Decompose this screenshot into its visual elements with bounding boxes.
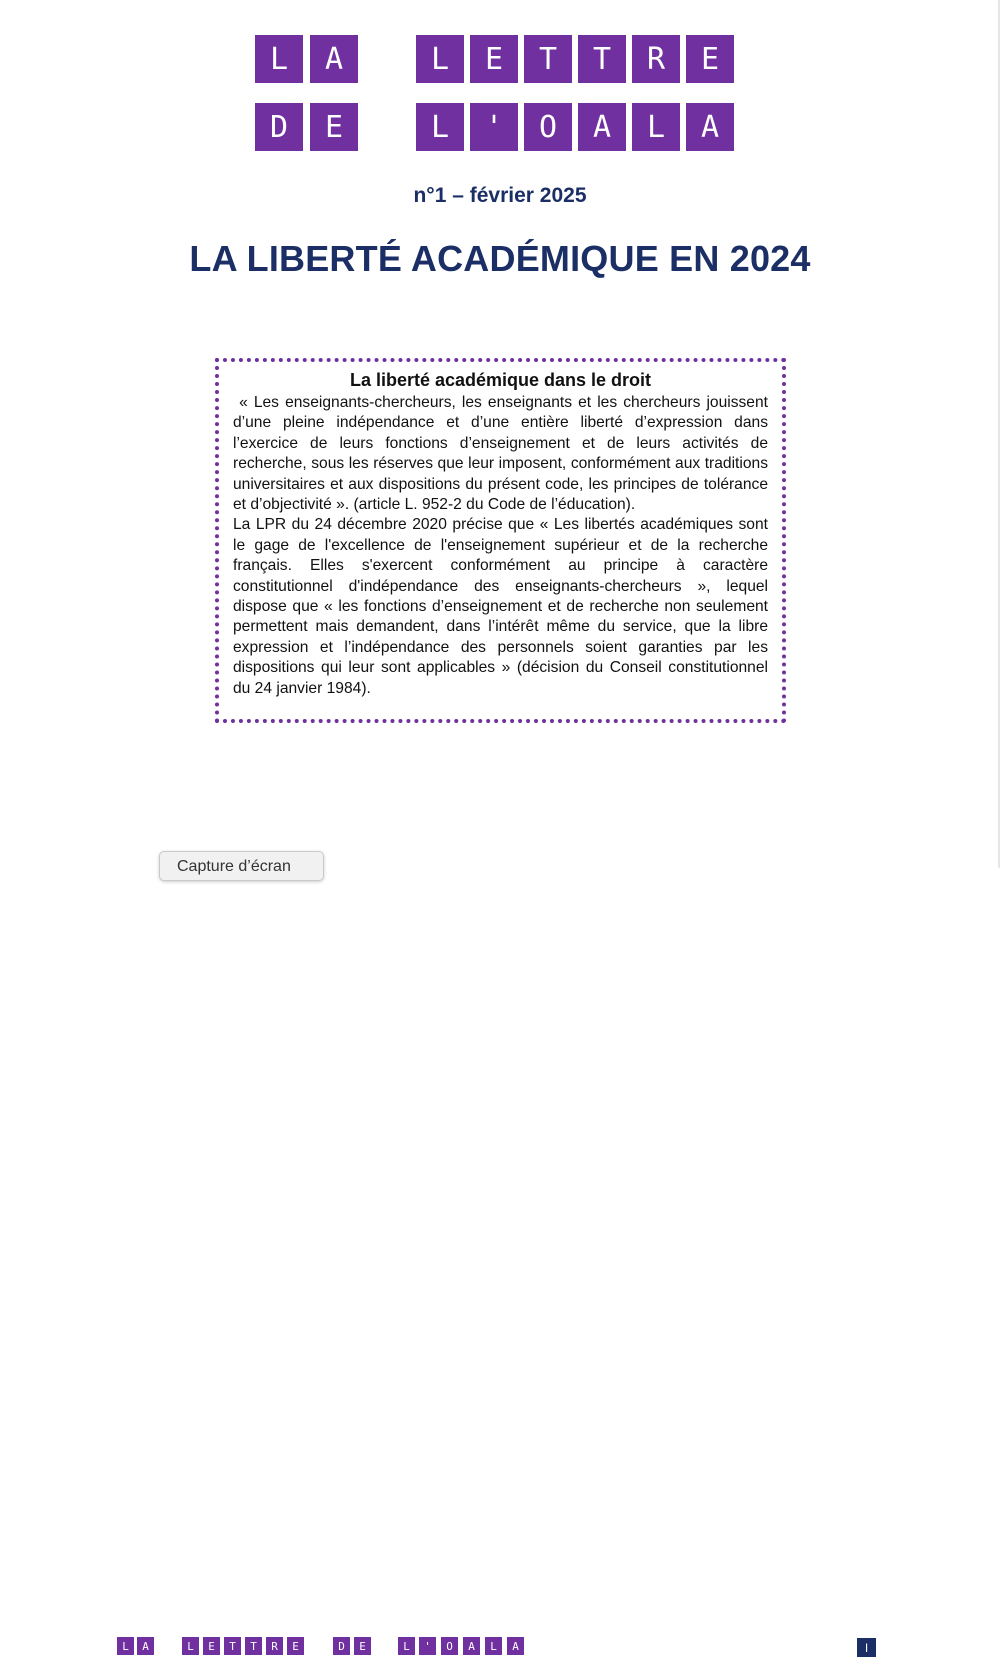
- masthead-tile: L: [632, 103, 680, 151]
- footer-tile: L: [485, 1637, 502, 1655]
- footer-tile: E: [354, 1637, 371, 1655]
- box-title: La liberté académique dans le droit: [349, 370, 652, 390]
- footer-tile: R: [266, 1637, 283, 1655]
- masthead-tile: A: [686, 103, 734, 151]
- box-paragraph-education-code: « Les enseignants-chercheurs, les enseignants et les chercheurs jouissent d’une pleine indépendance et d’une entière liberté d’expression dans l’exercice de leurs fonctions d’enseignement et de leurs activités de recherche, sous les réserves que leur imposent, conformément aux traditions universitaires et aux dispositions du présent code, les principes de tolérance et d’objectivité ». (article L. 952-2 du Code de l’éducation).: [233, 394, 768, 514]
- masthead-tile: O: [524, 103, 572, 151]
- masthead-tile: E: [686, 35, 734, 83]
- page-number: I: [857, 1638, 876, 1657]
- footer-tile: O: [441, 1637, 458, 1655]
- masthead-tile: E: [470, 35, 518, 83]
- issue-number: n°1 – février 2025: [413, 184, 587, 207]
- footer-tile: ': [419, 1637, 436, 1655]
- footer-tile: T: [224, 1637, 241, 1655]
- legal-framework-box: [215, 358, 786, 723]
- masthead-tile: L: [416, 103, 464, 151]
- masthead-logo: [0, 0, 1000, 160]
- masthead-tile: L: [416, 35, 464, 83]
- footer-tile: A: [137, 1637, 154, 1655]
- footer-tile: E: [287, 1637, 304, 1655]
- footer-tile: D: [333, 1637, 350, 1655]
- footer-tile: A: [507, 1637, 524, 1655]
- masthead-tile: T: [578, 35, 626, 83]
- masthead-tile: E: [310, 103, 358, 151]
- footer-tile: T: [245, 1637, 262, 1655]
- masthead-tile: R: [632, 35, 680, 83]
- footer-tile: L: [117, 1637, 134, 1655]
- footer-tile: A: [463, 1637, 480, 1655]
- masthead-tile: ': [470, 103, 518, 151]
- screenshot-tooltip: Capture d’écran: [159, 851, 324, 881]
- footer-tile: E: [203, 1637, 220, 1655]
- page-title: LA LIBERTÉ ACADÉMIQUE EN 2024: [189, 238, 811, 279]
- box-paragraph-lpr: La LPR du 24 décembre 2020 précise que « Les libertés académiques sont le gage de l'excellence de l'enseignement supérieur et de la recherche français. Elles s'exercent conformément au principe à caractère constitutionnel d'indépendance des enseignants-chercheurs », lequel dispose que « les fonctions d’enseignement et de recherche non seulement permettent mais demandent, dans l’intérêt même du service, que la libre expression et l’indépendance des personnels soient garanties par les dispositions qui leur sont applicables » (décision du Conseil constitutionnel du 24 janvier 1984).: [233, 516, 768, 697]
- footer-tile: L: [182, 1637, 199, 1655]
- masthead-tile: A: [310, 35, 358, 83]
- masthead-tile: A: [578, 103, 626, 151]
- masthead-tile: L: [255, 35, 303, 83]
- masthead-tile: T: [524, 35, 572, 83]
- footer-tile: L: [398, 1637, 415, 1655]
- masthead-tile: D: [255, 103, 303, 151]
